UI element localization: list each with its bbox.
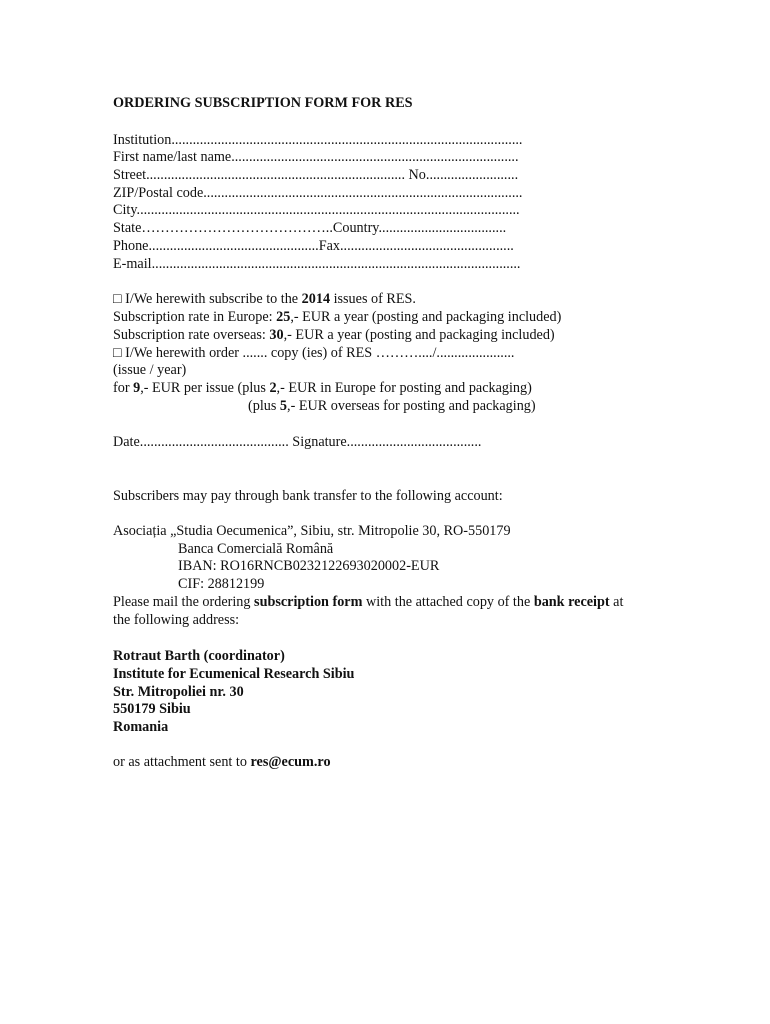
contact-email: res@ecum.ro [250, 754, 331, 770]
attachment-note: or as attachment sent to res@ecum.ro [113, 754, 331, 770]
europe-rate: Subscription rate in Europe: 25,- EUR a year (posting and packaging included) [113, 309, 562, 325]
per-issue-price: for 9,- EUR per issue (plus 2,- EUR in Europe for posting and packaging) [113, 380, 532, 396]
payment-intro: Subscribers may pay through bank transfer to the following account: [113, 488, 503, 504]
street-field: Street......................................................................... No.......................... [113, 167, 519, 183]
address-person: Rotraut Barth (coordinator) [113, 648, 285, 664]
address-street: Str. Mitropoliei nr. 30 [113, 684, 244, 700]
overseas-postage: (plus 5,- EUR overseas for posting and packaging) [248, 398, 536, 414]
address-country: Romania [113, 719, 169, 735]
iban: IBAN: RO16RNCB0232122693020002-EUR [178, 558, 440, 574]
name-field: First name/last name................................................................................. [113, 149, 519, 165]
address-institute: Institute for Ecumenical Research Sibiu [113, 666, 355, 682]
phone-fax-field: Phone................................................Fax................................................. [113, 238, 514, 254]
state-country-field: State…………………………………..Country.................................... [113, 220, 507, 236]
date-signature-line: Date.......................................... Signature...................................... [113, 434, 482, 450]
form-title: ORDERING SUBSCRIPTION FORM FOR RES [113, 95, 413, 111]
institution-field: Institution................................................................................................... [113, 132, 523, 148]
account-holder: Asociația „Studia Oecumenica”, Sibiu, str. Mitropolie 30, RO-550179 [113, 523, 511, 539]
issue-year-label: (issue / year) [113, 362, 187, 378]
order-option: □ I/We herewith order ....... copy (ies) of RES ………..../...................... [113, 345, 515, 361]
city-field: City............................................................................................................ [113, 202, 520, 218]
mail-instruction-cont: the following address: [113, 612, 240, 628]
zip-field: ZIP/Postal code.......................................................................................... [113, 185, 523, 201]
subscribe-option: □ I/We herewith subscribe to the 2014 issues of RES. [113, 291, 416, 307]
address-city: 550179 Sibiu [113, 701, 191, 717]
bank-name: Banca Comercială Română [178, 541, 334, 557]
email-field: E-mail........................................................................................................ [113, 256, 521, 272]
mail-instruction: Please mail the ordering subscription form with the attached copy of the bank receipt at [113, 594, 624, 610]
overseas-rate: Subscription rate overseas: 30,- EUR a year (posting and packaging included) [113, 327, 555, 343]
cif: CIF: 28812199 [178, 576, 265, 592]
